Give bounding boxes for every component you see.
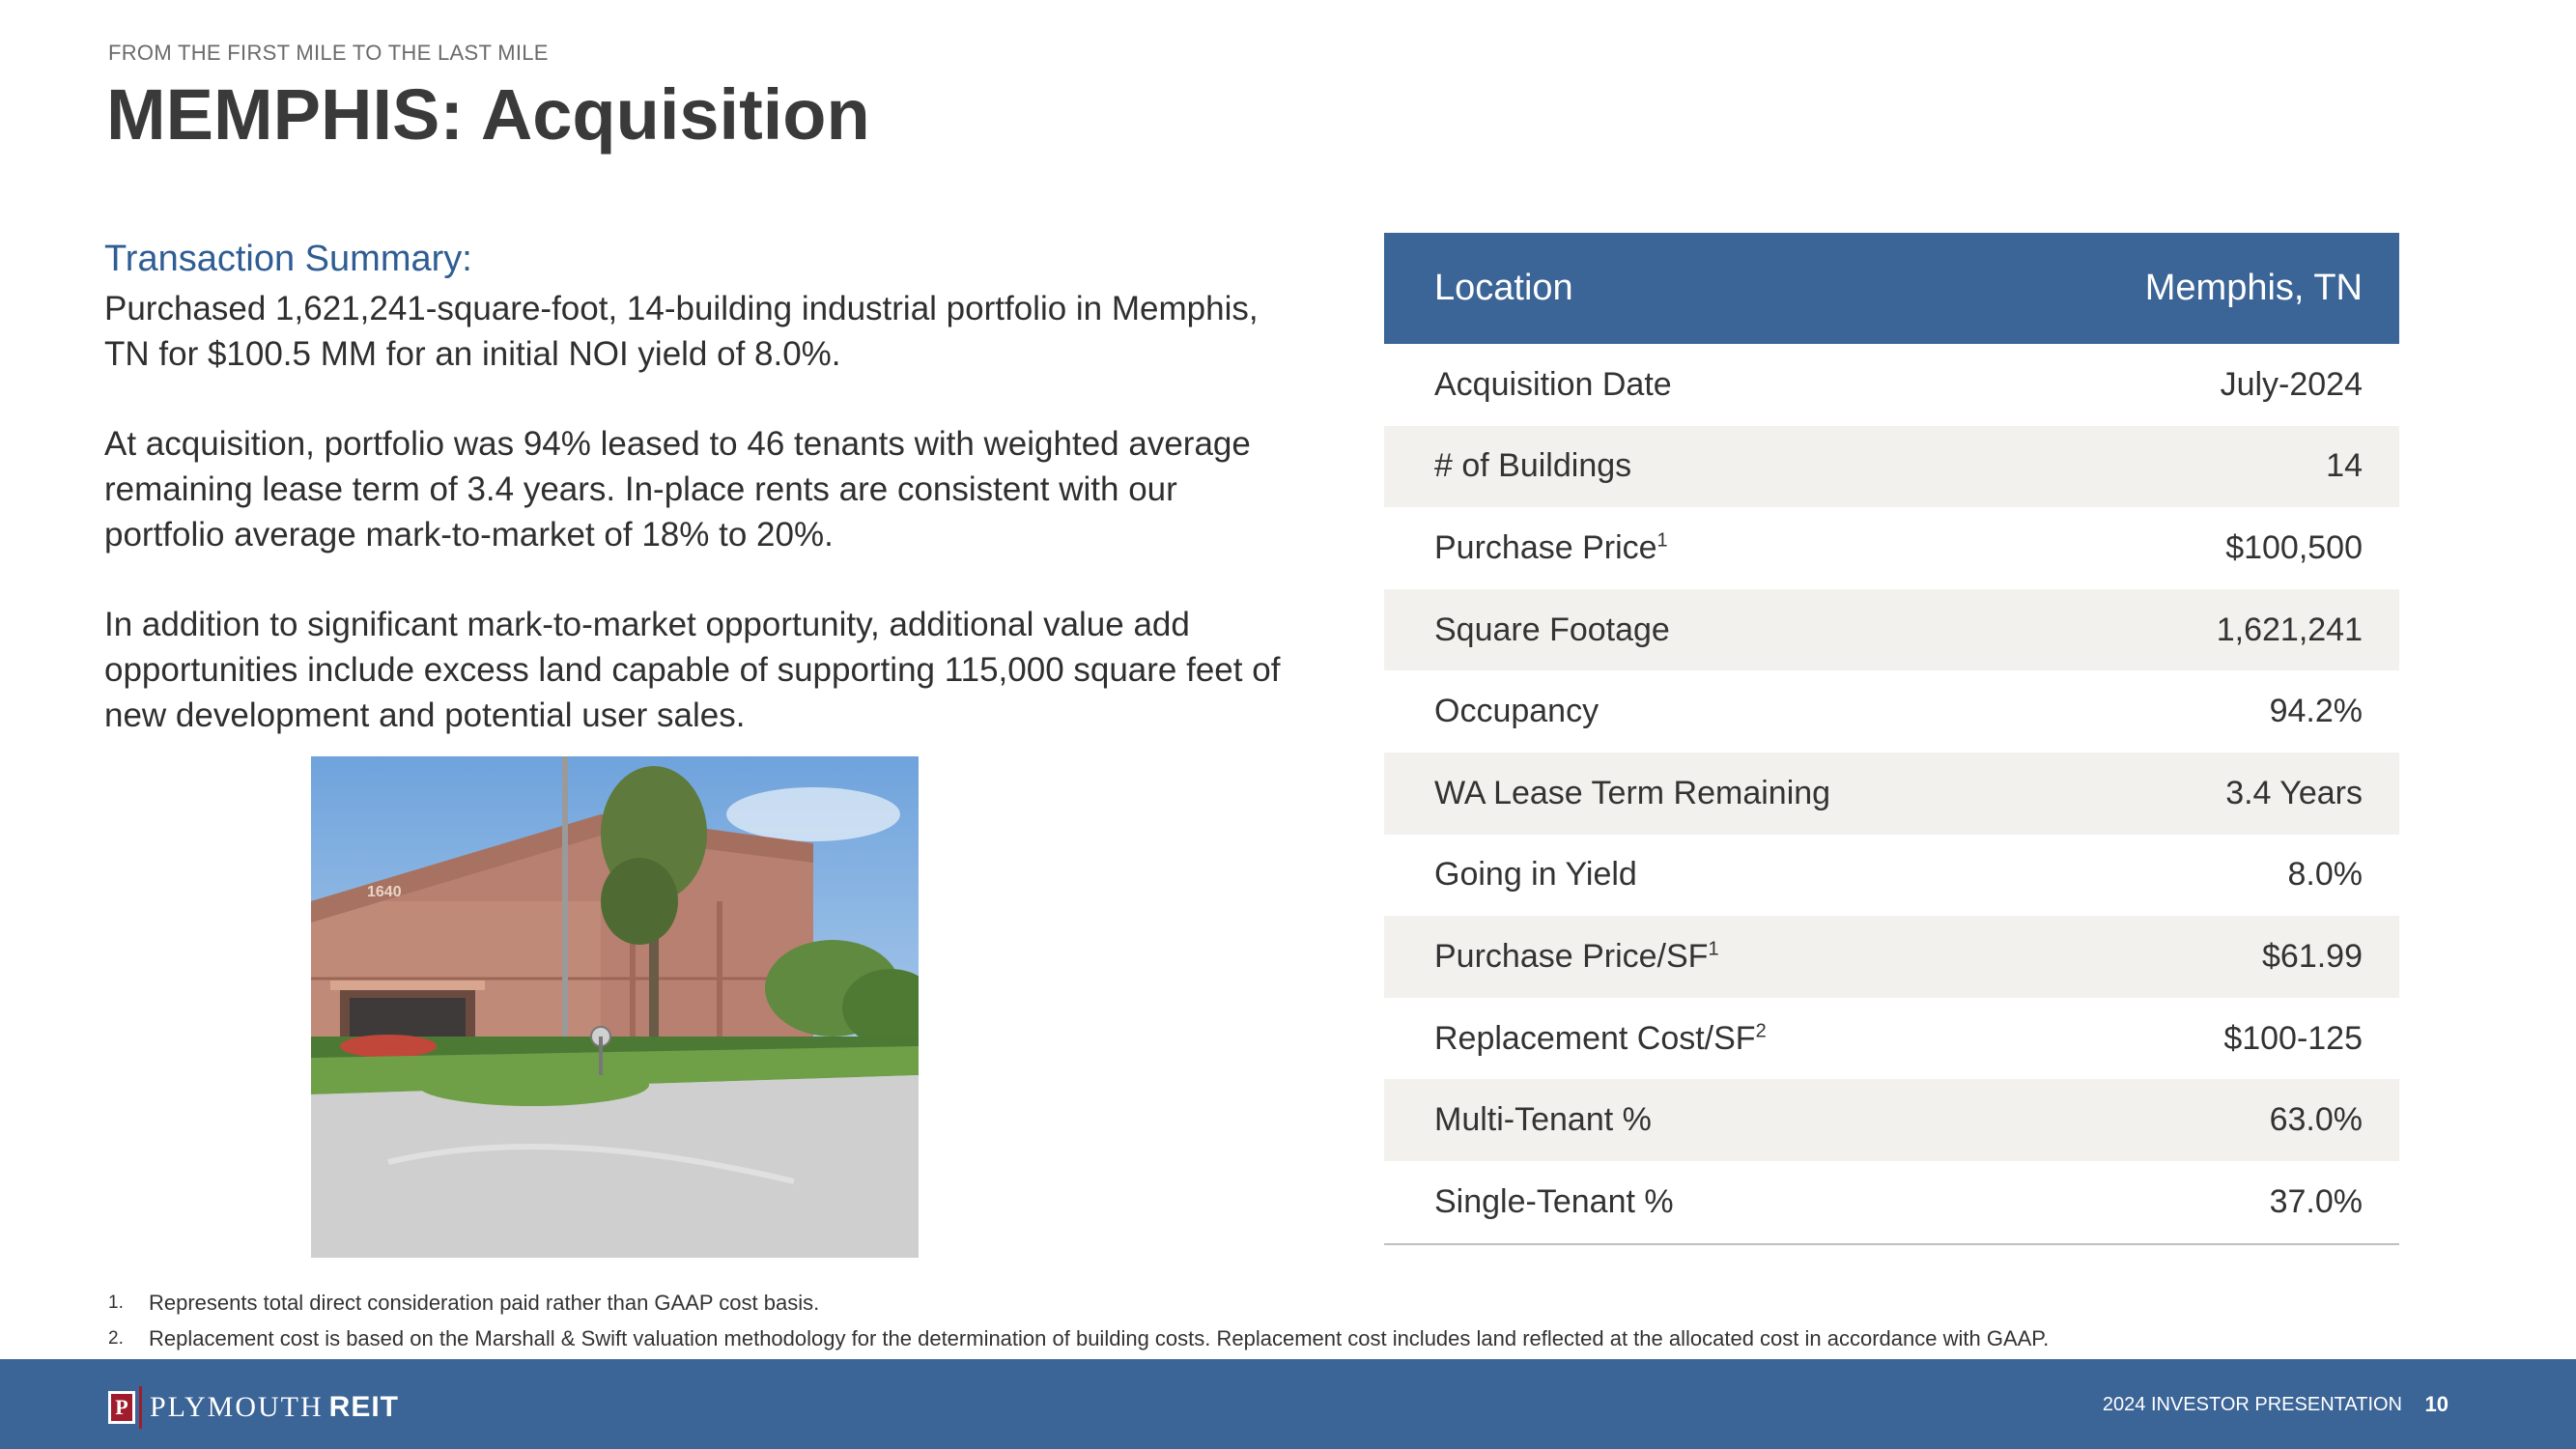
- footnote-number: 2.: [108, 1327, 124, 1349]
- header-location-value: Memphis, TN: [2007, 233, 2399, 344]
- row-value: 3.4 Years: [2007, 753, 2399, 835]
- eyebrow-text: FROM THE FIRST MILE TO THE LAST MILE: [108, 41, 549, 65]
- footnote-marker: 1: [1708, 938, 1719, 960]
- row-label: Square Footage: [1384, 589, 2007, 671]
- footnotes: [108, 1285, 2049, 1356]
- footnote-marker: 2: [1755, 1020, 1767, 1042]
- row-label: Single-Tenant %: [1384, 1161, 2007, 1244]
- summary-heading: Transaction Summary:: [104, 239, 472, 279]
- footnote: [108, 1321, 2049, 1356]
- footer-label: 2024 INVESTOR PRESENTATION: [2102, 1394, 2402, 1415]
- acquisition-facts-table: [1384, 233, 2399, 1245]
- table-row: [1384, 426, 2399, 508]
- summary-paragraph: Purchased 1,621,241-square-foot, 14-building industrial portfolio in Memphis, TN for $100.5 MM for an initial NOI yield of 8.0%.: [104, 290, 1259, 373]
- row-label: # of Buildings: [1384, 426, 2007, 508]
- footer-bar: [0, 1359, 2576, 1449]
- logo-mark-icon: P: [108, 1391, 135, 1424]
- row-label: Purchase Price/$SF^1$: [1384, 916, 2007, 998]
- table-row: [1384, 753, 2399, 835]
- row-label: Acquisition Date: [1434, 365, 1672, 403]
- page-number: 10: [2424, 1392, 2449, 1416]
- row-value: 8.0%: [2287, 856, 2363, 894]
- table-header-row: [1384, 233, 2399, 344]
- footnote-text: Replacement cost is based on the Marshall & Swift valuation methodology for the determination of building costs. Replacement cost includes land reflected at the allocated cost in accordance with GAAP.: [149, 1325, 2050, 1350]
- property-photo: [311, 756, 919, 1258]
- row-value: 1,621,241: [2007, 589, 2399, 671]
- table-row: [1384, 998, 2399, 1080]
- row-label: Replacement Cost/$SF^2$: [1434, 1019, 1767, 1057]
- table-row: [1384, 589, 2399, 671]
- logo-reit: REIT: [328, 1391, 400, 1423]
- table-row: [1384, 670, 2399, 753]
- row-label: Purchase Price$^1$: [1434, 528, 1668, 566]
- summary-paragraph: In addition to significant mark-to-market opportunity, additional value add opportunities include excess land capable of supporting 115,000 square feet of new development and potential user sales.: [104, 606, 1281, 734]
- table-row: [1384, 1161, 2399, 1244]
- logo-name: PLYMOUTH: [150, 1391, 324, 1423]
- page-title: MEMPHIS: Acquisition: [106, 74, 870, 155]
- footnote: [108, 1285, 2049, 1321]
- footnote-marker: 1: [1656, 529, 1668, 552]
- building-number: 1640: [367, 884, 402, 900]
- row-label: WA Lease Term Remaining: [1384, 753, 2007, 835]
- company-logo: [108, 1386, 399, 1429]
- row-value: 37.0%: [2007, 1161, 2399, 1244]
- summary-paragraph: At acquisition, portfolio was 94% leased to 46 tenants with weighted average remaining lease term of 3.4 years. In-place rents are consistent with our portfolio average mark-to-market of 18% to 20%.: [104, 425, 1251, 554]
- row-value: $100-125: [2223, 1019, 2363, 1057]
- table-row: [1384, 507, 2399, 589]
- header-location-label: Location: [1384, 233, 2007, 344]
- row-label: Occupancy: [1434, 693, 1599, 730]
- transaction-summary: [104, 236, 1292, 782]
- row-label: Going in Yield: [1434, 856, 1637, 894]
- table-row: [1384, 1079, 2399, 1161]
- table-row: [1384, 916, 2399, 998]
- row-label: Multi-Tenant %: [1384, 1079, 2007, 1161]
- row-value: 63.0%: [2007, 1079, 2399, 1161]
- table-row: [1384, 344, 2399, 426]
- row-value: 14: [2007, 426, 2399, 508]
- row-value: $61.99: [2007, 916, 2399, 998]
- row-value: 94.2%: [2269, 693, 2363, 730]
- row-value: $100,500: [2225, 528, 2363, 566]
- footnote-text: Represents total direct consideration paid rather than GAAP cost basis.: [149, 1290, 820, 1315]
- table-row: [1384, 835, 2399, 917]
- footnote-number: 1.: [108, 1292, 124, 1313]
- row-value: July-2024: [2220, 365, 2363, 403]
